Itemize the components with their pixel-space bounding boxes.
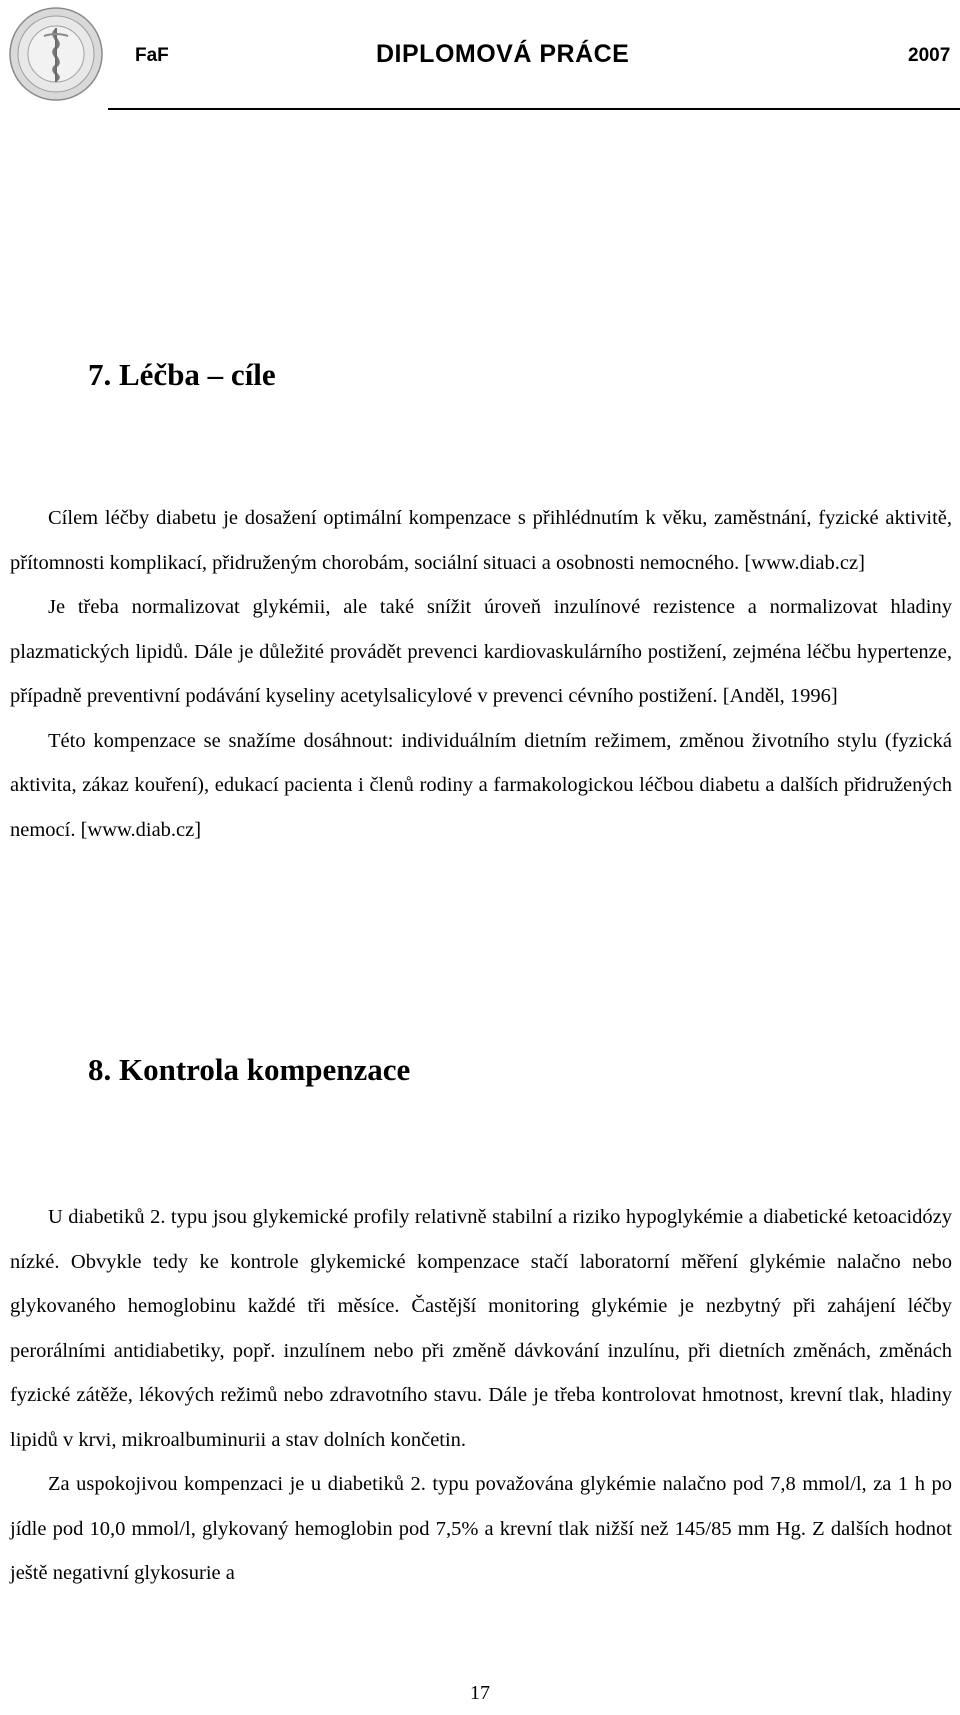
header-faculty: FaF <box>135 45 169 66</box>
header-divider <box>108 108 960 110</box>
section-7-heading: 7. Léčba – cíle <box>88 357 276 392</box>
section-7-paragraph-3: Této kompenzace se snažíme dosáhnout: individuálním dietním režimem, změnou životního stylu (fyzická aktivita, zákaz kouření), edukací pacienta i členů rodiny a farmakologickou léčbou diabetu a dalších přidružených nemocí. [www.diab.cz] <box>10 729 952 841</box>
section-7-paragraph-1: Cílem léčby diabetu je dosažení optimální kompenzace s přihlédnutím k věku, zaměstnání, fyzické aktivitě, přítomnosti komplikací, přidruženým chorobám, sociální situaci a osobnosti nemocného. [www.diab.cz] <box>10 507 952 574</box>
header-title: DIPLOMOVÁ PRÁCE <box>376 40 630 68</box>
header-year: 2007 <box>908 45 951 66</box>
section-7-body <box>10 496 952 852</box>
section-8-heading: 8. Kontrola kompenzace <box>88 1052 411 1087</box>
page-number: 17 <box>470 1682 490 1704</box>
section-7-paragraph-2: Je třeba normalizovat glykémii, ale také snížit úroveň inzulínové rezistence a normalizovat hladiny plazmatických lipidů. Dále je důležité provádět prevenci kardiovaskulárního postižení, zejména léčbu hypertenze, případně preventivní podávání kyseliny acetylsalicylové v prevenci cévního postižení. [Anděl, 1996] <box>10 596 952 707</box>
section-8-paragraph-2: Za uspokojivou kompenzaci je u diabetiků 2. typu považována glykémie nalačno pod 7,8 mmol/l, za 1 h po jídle pod 10,0 mmol/l, glykovaný hemoglobin pod 7,5% a krevní tlak nižší než 145/85 mm Hg. Z dalších hodnot ještě negativní glykosurie a <box>10 1473 952 1584</box>
section-8-body <box>10 1195 952 1596</box>
page-header <box>0 0 960 112</box>
faculty-seal-logo <box>8 6 104 102</box>
section-8-paragraph-1: U diabetiků 2. typu jsou glykemické profily relativně stabilní a riziko hypoglykémie a diabetické ketoacidózy nízké. Obvykle tedy ke kontrole glykemické kompenzace stačí laboratorní měření glykémie nalačno nebo glykovaného hemoglobinu každé tři měsíce. Častější monitoring glykémie je nezbytný při zahájení léčby perorálními antidiabetiky, popř. inzulínem nebo při změně dávkování inzulínu, při dietních změnách, změnách fyzické zátěže, lékových režimů nebo zdravotního stavu. Dále je třeba kontrolovat hmotnost, krevní tlak, hladiny lipidů v krvi, mikroalbuminurii a stav dolních končetin. <box>10 1206 952 1451</box>
